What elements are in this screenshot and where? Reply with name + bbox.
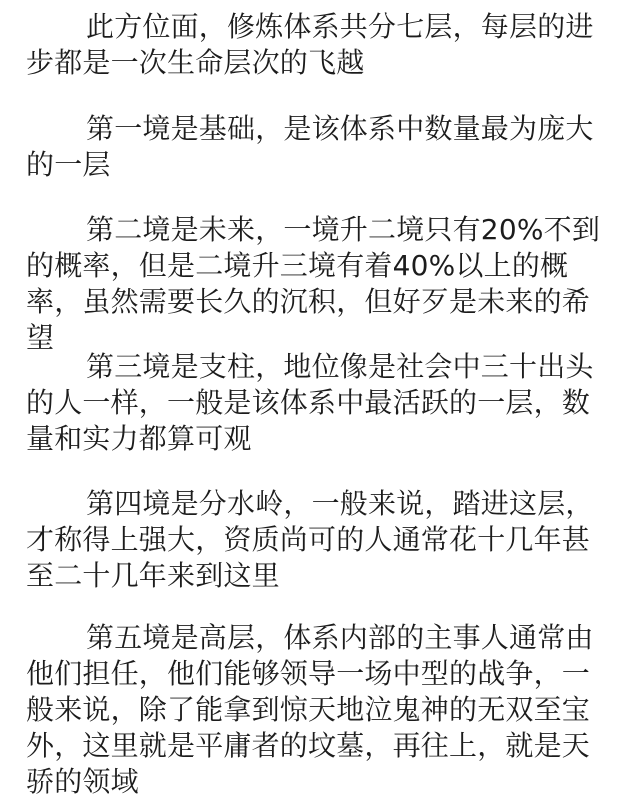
paragraph-cultivation-system: 此方位面，修炼体系共分七层，每层的进步都是一次生命层次的飞越	[26, 10, 594, 79]
paragraph-realm-four: 第四境是分水岭，一般来说，踏进这层，才称得上强大，资质尚可的人通常花十几年甚至二十几年来到这里	[26, 487, 594, 592]
paragraph-realm-three: 第三境是支柱，地位像是社会中三十出头的人一样，一般是该体系中最活跃的一层，数量和实力都算可观	[26, 350, 594, 455]
paragraph-realm-five: 第五境是高层，体系内部的主事人通常由他们担任，他们能够领导一场中型的战争，一般来说，除了能拿到惊天地泣鬼神的无双至宝外，这里就是平庸者的坟墓，再往上，就是天骄的领域	[26, 621, 594, 798]
paragraph-realm-two: 第二境是未来，一境升二境只有20%不到的概率，但是二境升三境有着40%以上的概率，虽然需要长久的沉积，但好歹是未来的希望	[26, 213, 601, 354]
paragraph-realm-one: 第一境是基础，是该体系中数量最为庞大的一层	[26, 112, 594, 181]
